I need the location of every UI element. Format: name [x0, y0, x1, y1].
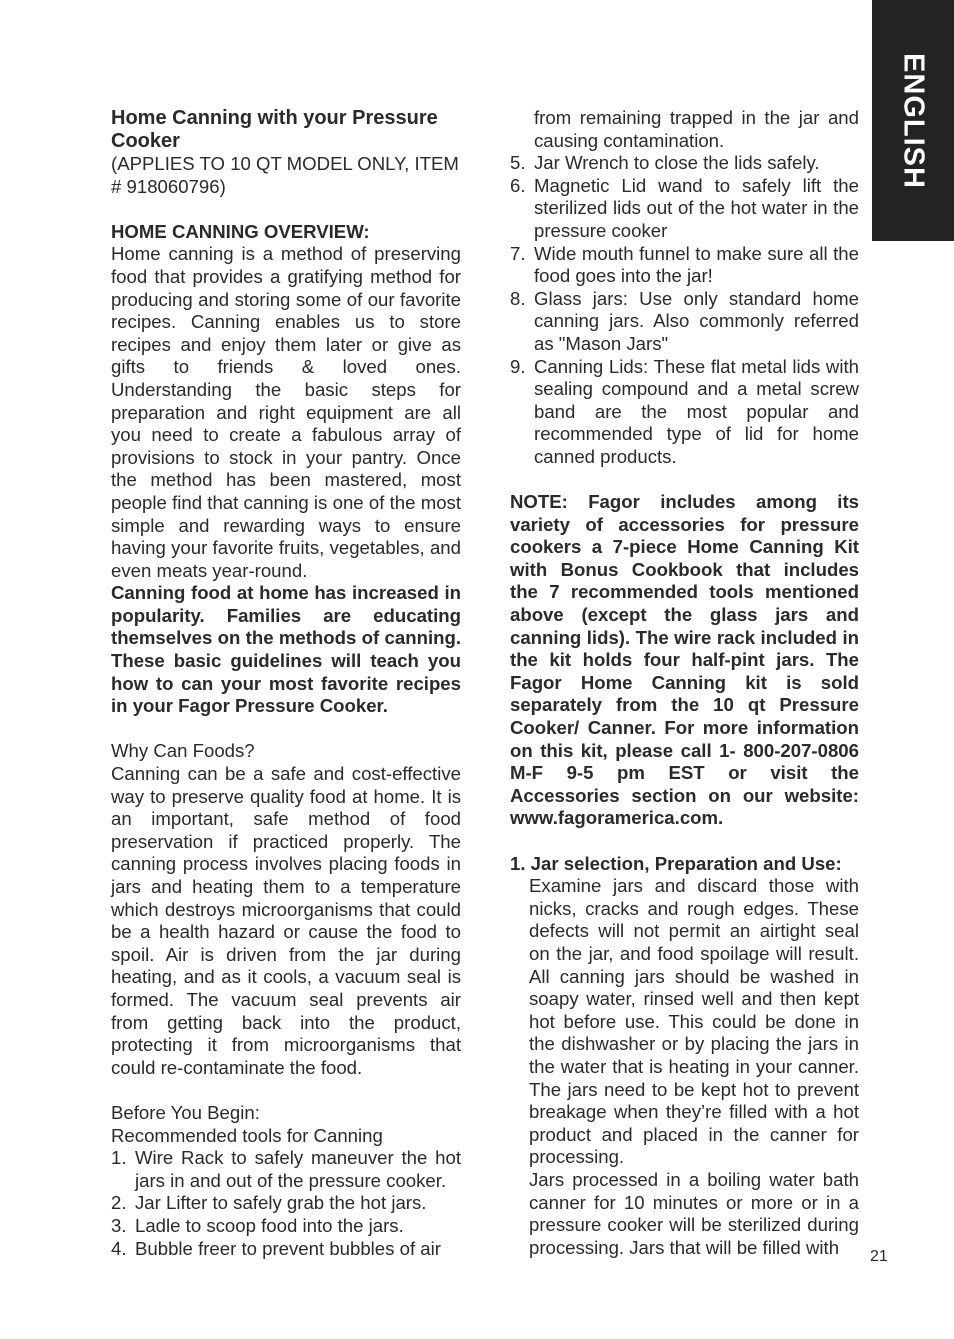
why-text: Canning can be a safe and cost-effective way to preserve quality food at home. It is an important, safe method of food preservation if practiced properly. The canning process involves placing foods in jars and heating them to a temperature which destroys microorganisms that could be a health hazard or cause the food to spoil. Air is driven from the jar during heating, and as it cools, a vacuum seal is formed. The vacuum seal prevents air from getting back into the product, protecting it from microorganisms that could re-contaminate the food. [111, 763, 461, 1078]
before-heading: Before You Begin: [111, 1101, 260, 1123]
tools-heading: Recommended tools for Canning [111, 1124, 383, 1146]
applies-note: (APPLIES TO 10 QT MODEL ONLY, ITEM # 918060796) [111, 153, 459, 197]
tools-list-right [510, 152, 859, 468]
language-tab-label: ENGLISH [897, 52, 930, 189]
list-item: 4. Bubble freer to prevent bubbles of air [111, 1237, 441, 1259]
page-number: 21 [870, 1248, 888, 1265]
list-item: 1. Wire Rack to safely maneuver the hot jars in and out of the pressure cooker. [111, 1147, 461, 1191]
section-1-heading: 1. Jar selection, Preparation and Use: [510, 852, 842, 874]
note-paragraph: NOTE: Fagor includes among its variety of accessories for pressure cookers a 7-piece Home Canning Kit with Bonus Cookbook that includes the 7 recommended tools mentioned above (except the glass jars and canning lids). The wire rack included in the kit holds four half-pint jars. The Fagor Home Canning kit is sold separately from the 10 qt Pressure Cooker/ Canner. For more information on this kit, please call 1- 800-207-0806 M-F 9-5 pm EST or visit the Accessories section on our website: www.fagoramerica.com. [510, 491, 859, 829]
page-title: Home Canning with your Pressure Cooker [111, 107, 438, 152]
why-heading: Why Can Foods? [111, 740, 255, 762]
list-item: 6. Magnetic Lid wand to safely lift the sterilized lids out of the hot water in the pressure cooker [510, 174, 859, 241]
list-item: 2. Jar Lifter to safely grab the hot jars. [111, 1192, 427, 1214]
overview-bold-text: Canning food at home has increased in popularity. Families are educating themselves on the methods of canning. These basic guidelines will teach you how to can your most favorite recipes in your Fagor Pressure Cooker. [111, 582, 461, 717]
overview-text: Home canning is a method of preserving food that provides a gratifying method for producing and storing some of our favorite recipes. Canning enables us to store recipes and enjoy them later or give as gifts to friends & loved ones. Understanding the basic steps for preparation and right equipment are all you need to create a fabulous array of provisions to stock in your pantry. Once the method has been mastered, most people find that canning is one of the most simple and rewarding ways to ensure having your favorite fruits, vegetables, and even meats year-round. [111, 243, 461, 581]
language-tab [872, 0, 954, 241]
section-1-paragraph-1: Examine jars and discard those with nicks, cracks and rough edges. These defects will not permit an airtight seal on the jar, and food spoilage will result. All canning jars should be washed in soapy water, rinsed well and then kept hot before use. This could be done in the dishwasher or by placing the jars in the water that is heating in your canner. The jars need to be kept hot to prevent breakage when they’re filled with a hot product and placed in the canner for processing. [529, 875, 859, 1168]
right-column [510, 107, 859, 1259]
list-item: 3. Ladle to scoop food into the jars. [111, 1214, 404, 1236]
tools-list-left [111, 1147, 461, 1260]
list-item: 9. Canning Lids: These flat metal lids with sealing compound and a metal screw band are the most popular and recommended type of lid for home canned products. [510, 355, 859, 467]
list-item: 5. Jar Wrench to close the lids safely. [510, 152, 820, 174]
section-1-paragraph-2: Jars processed in a boiling water bath canner for 10 minutes or more or in a pressure cooker will be sterilized during processing. Jars that will be filled with [529, 1168, 859, 1258]
tool-4-continued: from remaining trapped in the jar and causing contamination. [534, 107, 859, 151]
list-item: 7. Wide mouth funnel to make sure all the food goes into the jar! [510, 242, 859, 287]
left-column [111, 107, 461, 1260]
list-item: 8. Glass jars: Use only standard home canning jars. Also commonly referred as "Mason Jars" [510, 287, 859, 354]
overview-heading: HOME CANNING OVERVIEW: [111, 220, 370, 242]
